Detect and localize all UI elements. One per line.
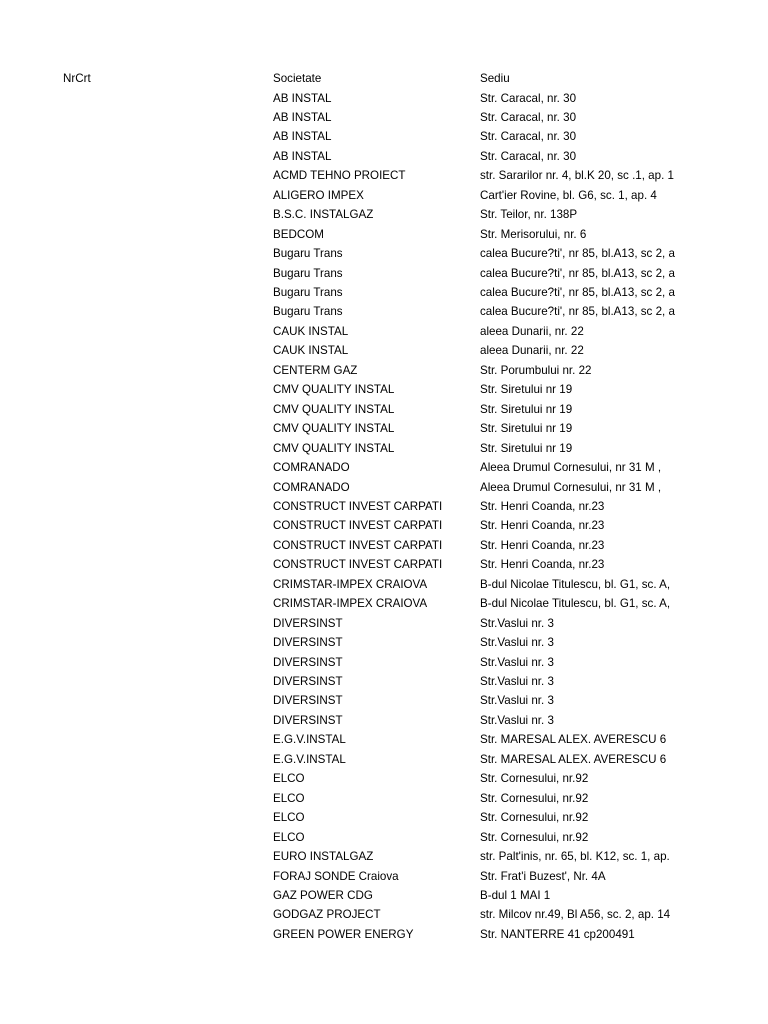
table-row [0, 867, 768, 886]
cell-societate: CMV QUALITY INSTAL [273, 441, 395, 455]
cell-sediu: str. Palt'inis, nr. 65, bl. K12, sc. 1, ap. [480, 850, 670, 864]
cell-sediu: calea Bucure?ti', nr 85, bl.A13, sc 2, a [480, 286, 675, 299]
cell-societate: AB INSTAL [273, 130, 332, 144]
cell-societate: CAUK INSTAL [273, 344, 349, 358]
cell-sediu: B-dul Nicolae Titulescu, bl. G1, sc. A, [480, 597, 671, 611]
cell-sediu: calea Bucure?ti', nr 85, bl.A13, sc 2, a [480, 305, 675, 319]
table-row [0, 147, 768, 166]
table-row [0, 439, 768, 458]
table-row [0, 789, 768, 808]
cell-societate: Bugaru Trans [273, 305, 343, 319]
cell-sediu: str. Milcov nr.49, Bl A56, sc. 2, ap. 14 [480, 908, 671, 922]
table-row [0, 594, 768, 613]
cell-societate: COMRANADO [273, 461, 350, 475]
cell-societate: CONSTRUCT INVEST CARPATI [273, 558, 443, 572]
table-row [0, 516, 768, 535]
cell-societate: B.S.C. INSTALGAZ [273, 208, 374, 222]
cell-sediu: Str. Henri Coanda, nr.23 [480, 499, 605, 513]
cell-sediu: Str. Caracal, nr. 30 [480, 130, 577, 144]
cell-societate: DIVERSINST [273, 655, 343, 669]
cell-sediu: Str. Siretului nr 19 [480, 383, 573, 397]
table-row [0, 691, 768, 710]
cell-societate: BEDCOM [273, 227, 324, 241]
table-row [0, 341, 768, 360]
cell-sediu: Str. Siretului nr 19 [480, 422, 573, 436]
cell-sediu: calea Bucure?ti', nr 85, bl.A13, sc 2, a [480, 266, 675, 280]
header-row [0, 69, 768, 88]
cell-societate: CENTERM GAZ [273, 363, 358, 377]
table-row [0, 808, 768, 827]
cell-societate: AB INSTAL [273, 149, 332, 163]
cell-sediu: Str. Porumbului nr. 22 [480, 363, 592, 377]
table-row [0, 127, 768, 146]
table-row [0, 828, 768, 847]
cell-sediu: aleea Dunarii, nr. 22 [480, 344, 584, 358]
cell-societate: DIVERSINST [273, 694, 343, 708]
table-row [0, 750, 768, 769]
cell-societate: CONSTRUCT INVEST CARPATI [273, 519, 443, 533]
cell-societate: Bugaru Trans [273, 266, 343, 280]
cell-sediu: Str. Frat'i Buzest', Nr. 4A [480, 869, 606, 883]
header-sediu: Sediu [480, 72, 510, 85]
table-row [0, 672, 768, 691]
table-row [0, 575, 768, 594]
header-nrcrt: NrCrt [63, 72, 91, 85]
cell-sediu: Aleea Drumul Cornesului, nr 31 M , [480, 461, 662, 475]
cell-societate: CMV QUALITY INSTAL [273, 402, 395, 416]
cell-sediu: Str.Vaslui nr. 3 [480, 713, 554, 727]
table-row [0, 400, 768, 419]
table-row [0, 302, 768, 321]
table-row [0, 886, 768, 905]
table-row [0, 478, 768, 497]
cell-sediu: Str. Siretului nr 19 [480, 441, 573, 455]
cell-sediu: Str. Henri Coanda, nr.23 [480, 538, 605, 552]
table-row [0, 458, 768, 477]
cell-sediu: Str. MARESAL ALEX. AVERESCU 6 [480, 733, 667, 747]
cell-societate: CMV QUALITY INSTAL [273, 383, 395, 397]
cell-societate: ACMD TEHNO PROIECT [273, 169, 406, 183]
cell-sediu: Str. Cornesului, nr.92 [480, 772, 589, 786]
table-row [0, 225, 768, 244]
cell-sediu: Aleea Drumul Cornesului, nr 31 M , [480, 480, 662, 494]
table-row [0, 536, 768, 555]
cell-societate: CRIMSTAR-IMPEX CRAIOVA [273, 577, 428, 591]
cell-societate: GAZ POWER CDG [273, 888, 373, 902]
cell-societate: CONSTRUCT INVEST CARPATI [273, 538, 443, 552]
cell-societate: DIVERSINST [273, 616, 343, 630]
cell-societate: CONSTRUCT INVEST CARPATI [273, 499, 443, 513]
header-societate: Societate [273, 72, 322, 85]
table-row [0, 925, 768, 944]
cell-societate: E.G.V.INSTAL [273, 752, 346, 766]
cell-sediu: Str. Caracal, nr. 30 [480, 91, 577, 105]
cell-sediu: aleea Dunarii, nr. 22 [480, 324, 584, 338]
table-row [0, 166, 768, 185]
table-row [0, 380, 768, 399]
cell-sediu: Str. Merisorului, nr. 6 [480, 227, 587, 241]
cell-societate: FORAJ SONDE Craiova [273, 869, 399, 883]
table-row [0, 730, 768, 749]
cell-societate: ELCO [273, 830, 305, 844]
cell-sediu: Str.Vaslui nr. 3 [480, 616, 554, 630]
cell-sediu: B-dul Nicolae Titulescu, bl. G1, sc. A, [480, 577, 671, 591]
cell-sediu: Str. Cornesului, nr.92 [480, 811, 589, 825]
cell-societate: DIVERSINST [273, 636, 343, 650]
table-row [0, 108, 768, 127]
cell-societate: GODGAZ PROJECT [273, 908, 381, 922]
table-row [0, 633, 768, 652]
cell-sediu: Cart'ier Rovine, bl. G6, sc. 1, ap. 4 [480, 188, 657, 202]
cell-sediu: str. Sararilor nr. 4, bl.K 20, sc .1, ap. 1 [480, 169, 674, 183]
table-row [0, 89, 768, 108]
cell-sediu: Str. Caracal, nr. 30 [480, 110, 577, 124]
cell-sediu: Str.Vaslui nr. 3 [480, 675, 554, 688]
cell-sediu: calea Bucure?ti', nr 85, bl.A13, sc 2, a [480, 247, 675, 261]
table-row [0, 769, 768, 788]
cell-societate: CMV QUALITY INSTAL [273, 422, 395, 436]
cell-sediu: Str. Cornesului, nr.92 [480, 791, 589, 805]
table-row [0, 905, 768, 924]
table-row [0, 653, 768, 672]
cell-societate: CAUK INSTAL [273, 324, 349, 338]
cell-societate: DIVERSINST [273, 713, 343, 727]
cell-societate: ALIGERO IMPEX [273, 188, 364, 202]
cell-sediu: Str. Caracal, nr. 30 [480, 149, 577, 163]
table-row [0, 847, 768, 866]
cell-societate: DIVERSINST [273, 675, 343, 688]
cell-societate: EURO INSTALGAZ [273, 850, 374, 864]
cell-societate: CRIMSTAR-IMPEX CRAIOVA [273, 597, 428, 611]
table-row [0, 186, 768, 205]
cell-societate: ELCO [273, 772, 305, 786]
table-row [0, 361, 768, 380]
table-row [0, 711, 768, 730]
cell-sediu: Str. Henri Coanda, nr.23 [480, 519, 605, 533]
cell-sediu: Str. Henri Coanda, nr.23 [480, 558, 605, 572]
table-row [0, 614, 768, 633]
cell-sediu: Str. NANTERRE 41 cp200491 [480, 927, 635, 941]
table-row [0, 264, 768, 283]
cell-societate: AB INSTAL [273, 91, 332, 105]
table-row [0, 322, 768, 341]
cell-sediu: B-dul 1 MAI 1 [480, 888, 551, 902]
cell-sediu: Str.Vaslui nr. 3 [480, 694, 554, 708]
cell-sediu: Str.Vaslui nr. 3 [480, 655, 554, 669]
table-row [0, 205, 768, 224]
cell-societate: COMRANADO [273, 480, 350, 494]
cell-sediu: Str. Siretului nr 19 [480, 402, 573, 416]
cell-sediu: Str. Teilor, nr. 138P [480, 208, 578, 222]
table-row [0, 283, 768, 302]
cell-sediu: Str. MARESAL ALEX. AVERESCU 6 [480, 752, 667, 766]
cell-societate: AB INSTAL [273, 110, 332, 124]
cell-societate: E.G.V.INSTAL [273, 733, 346, 747]
cell-societate: Bugaru Trans [273, 247, 343, 261]
table-row [0, 244, 768, 263]
cell-sediu: Str.Vaslui nr. 3 [480, 636, 554, 650]
cell-societate: ELCO [273, 811, 305, 825]
table-row [0, 419, 768, 438]
table-row [0, 555, 768, 574]
cell-sediu: Str. Cornesului, nr.92 [480, 830, 589, 844]
table-row [0, 497, 768, 516]
cell-societate: Bugaru Trans [273, 286, 343, 299]
cell-societate: GREEN POWER ENERGY [273, 927, 414, 941]
cell-societate: ELCO [273, 791, 305, 805]
